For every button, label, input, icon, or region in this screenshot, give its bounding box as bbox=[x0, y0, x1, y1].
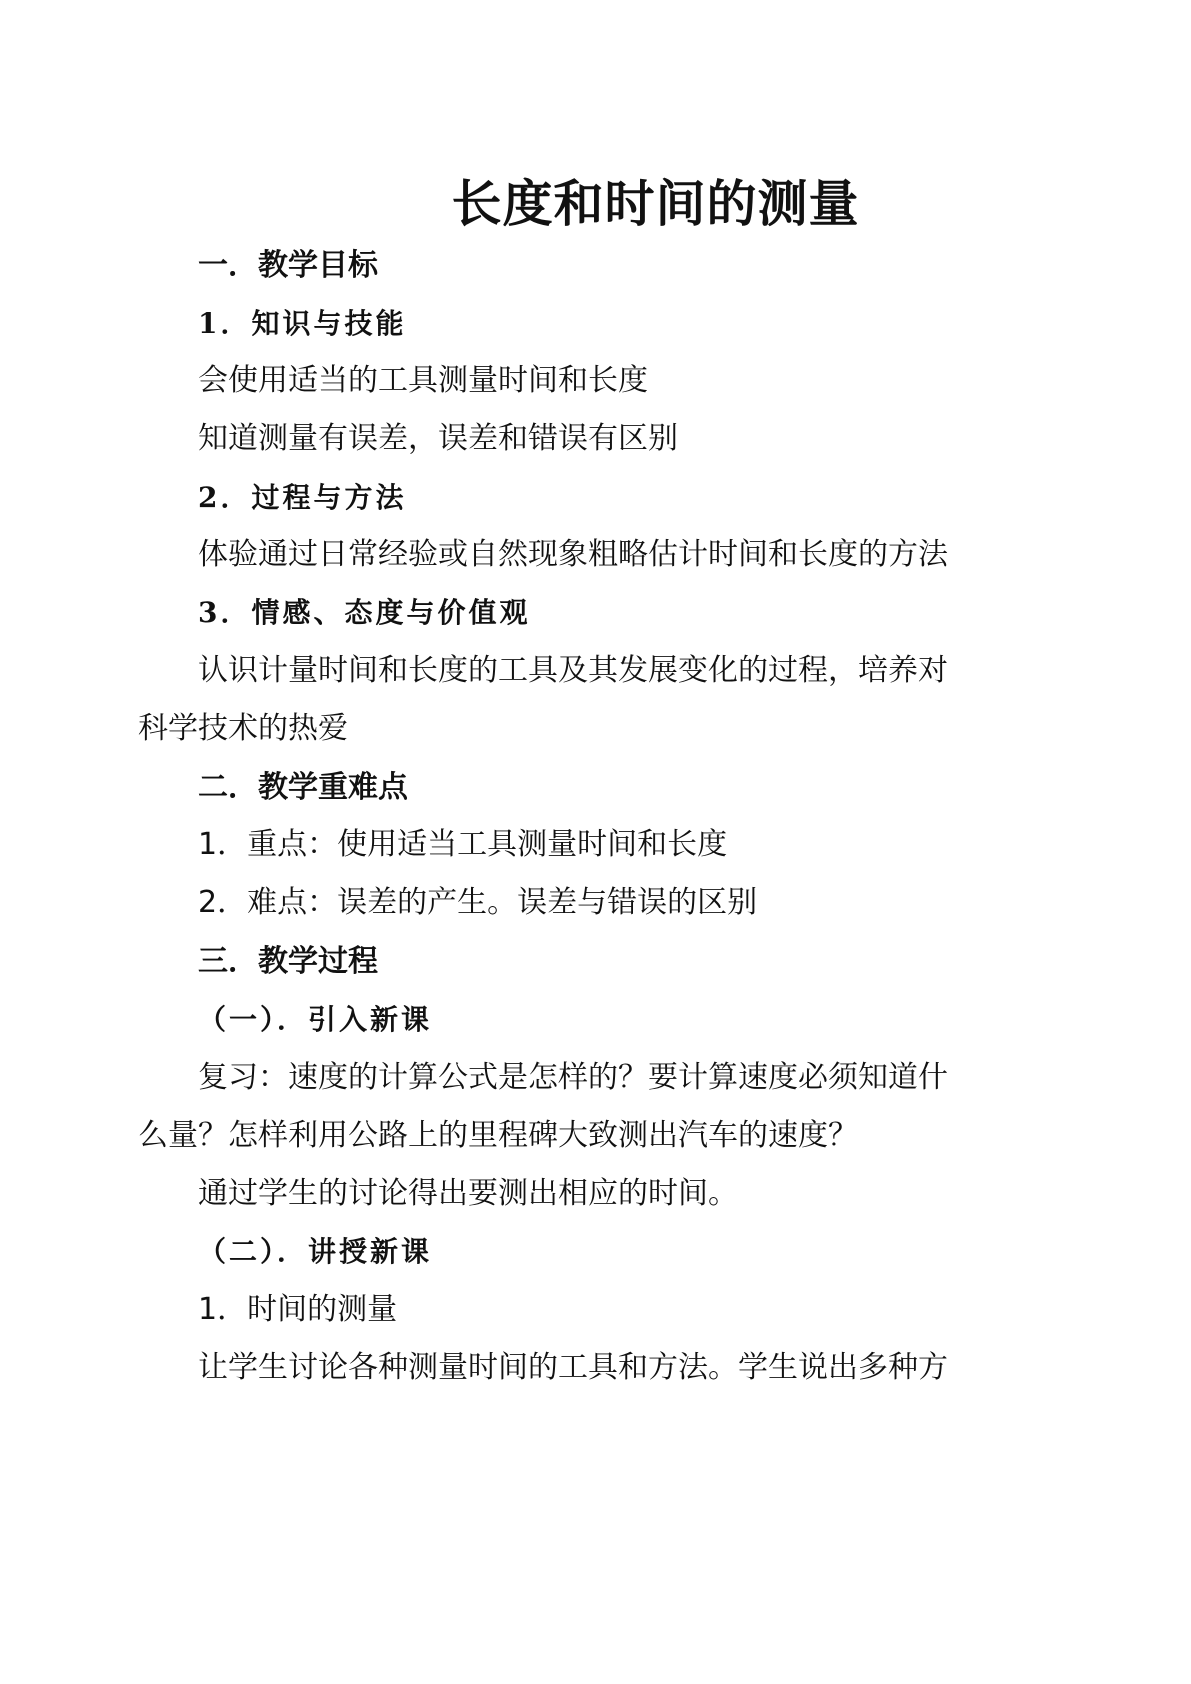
subheading-attitude-values: 3．情感、态度与价值观 bbox=[198, 596, 531, 629]
paragraph-line: 2．难点：误差的产生。误差与错误的区别 bbox=[198, 885, 758, 920]
section-heading-objectives: 一．教学目标 bbox=[198, 248, 378, 283]
section-heading-key-points: 二．教学重难点 bbox=[198, 770, 408, 805]
subheading-intro: （一）．引入新课 bbox=[198, 1003, 433, 1036]
paragraph-line: 让学生讨论各种测量时间的工具和方法。学生说出多种方 bbox=[198, 1350, 948, 1385]
section-heading-process: 三．教学过程 bbox=[198, 944, 378, 979]
paragraph-line: 么量？怎样利用公路上的里程碑大致测出汽车的速度？ bbox=[138, 1118, 858, 1153]
paragraph-line: 科学技术的热爱 bbox=[138, 711, 348, 746]
paragraph-line: 体验通过日常经验或自然现象粗略估计时间和长度的方法 bbox=[198, 537, 948, 572]
subheading-process-method: 2．过程与方法 bbox=[198, 481, 407, 514]
paragraph-line: 认识计量时间和长度的工具及其发展变化的过程，培养对 bbox=[198, 653, 948, 688]
paragraph-line: 复习：速度的计算公式是怎样的？要计算速度必须知道什 bbox=[198, 1060, 948, 1095]
paragraph-line: 知道测量有误差，误差和错误有区别 bbox=[198, 421, 678, 456]
paragraph-line: 1．时间的测量 bbox=[198, 1292, 398, 1327]
subheading-new-lesson: （二）．讲授新课 bbox=[198, 1235, 433, 1268]
paragraph-line: 会使用适当的工具测量时间和长度 bbox=[198, 363, 648, 398]
document-title: 长度和时间的测量 bbox=[451, 175, 860, 233]
subheading-knowledge-skills: 1．知识与技能 bbox=[198, 307, 407, 340]
paragraph-line: 1．重点：使用适当工具测量时间和长度 bbox=[198, 827, 728, 862]
paragraph-line: 通过学生的讨论得出要测出相应的时间。 bbox=[198, 1176, 738, 1211]
